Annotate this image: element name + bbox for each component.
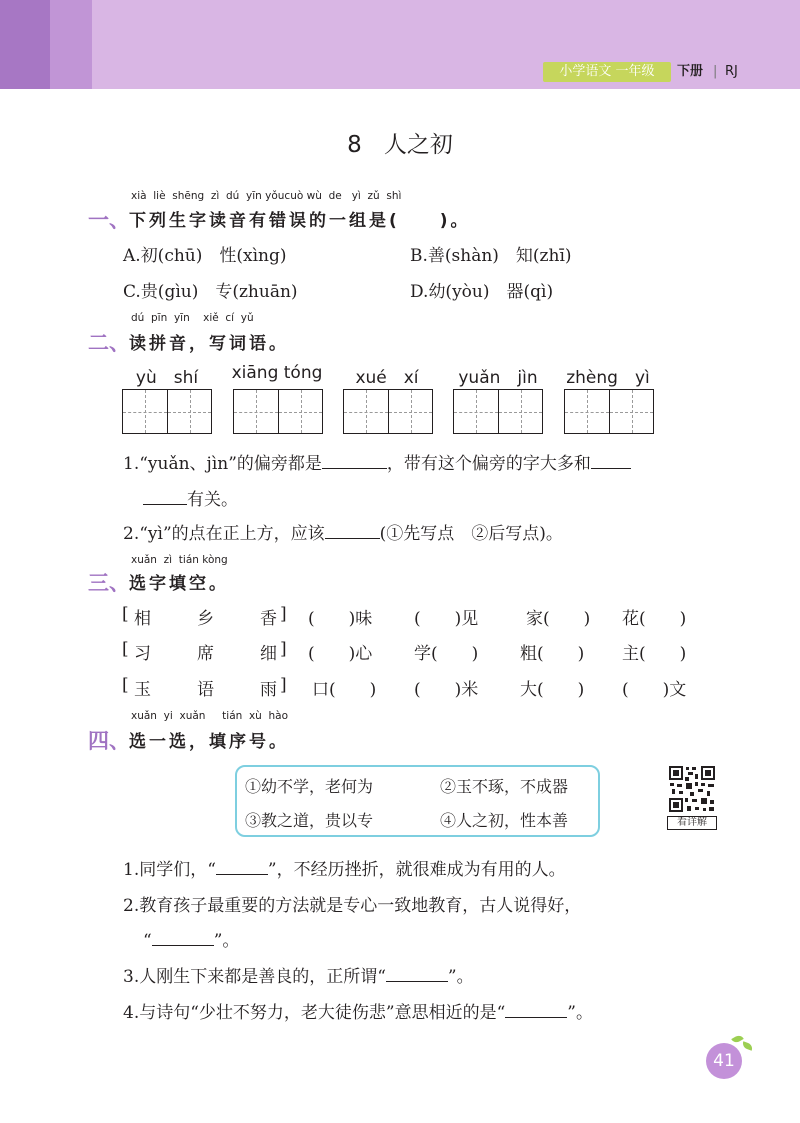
section3-number: 三、	[88, 571, 130, 595]
section4-q4: 4.与诗句“少壮不努力，老大徒伤悲”意思相近的是“ ”。	[123, 1003, 593, 1023]
option-b[interactable]: B.善(shàn) 知(zhī)	[410, 246, 572, 266]
idiom-option: ③教之道，贵以专	[245, 811, 374, 830]
writing-grid[interactable]	[122, 389, 212, 434]
answer-blank[interactable]	[216, 858, 268, 875]
answer-blank[interactable]	[322, 452, 387, 469]
section2-q1-cont: 有关。	[143, 485, 238, 510]
header-stripe	[0, 0, 50, 89]
writing-grid[interactable]	[453, 389, 543, 434]
option-a[interactable]: A.初(chū) 性(xìng)	[123, 246, 287, 266]
section4-number: 四、	[88, 729, 130, 753]
page-number: 41	[706, 1043, 742, 1079]
option-c[interactable]: C.贵(gìu) 专(zhuān)	[123, 282, 298, 302]
word-pinyin: xiāng tóng	[231, 363, 323, 383]
word-pinyin: yuǎn jìn	[458, 368, 538, 388]
option-d[interactable]: D.幼(yòu) 器(qì)	[410, 282, 554, 302]
section1-number: 一、	[88, 208, 130, 232]
writing-grid[interactable]	[233, 389, 323, 434]
idiom-option: ②玉不琢，不成器	[440, 777, 569, 796]
section4-pinyin: xuǎn yi xuǎn tián xù hào	[131, 710, 289, 722]
section2-pinyin: dú pīn yīn xiě cí yǔ	[131, 312, 254, 324]
volume-label: 下册	[677, 64, 704, 79]
page-title	[0, 126, 800, 159]
word-pinyin: yù shí	[135, 368, 199, 388]
header-stripe	[50, 0, 92, 89]
word-pinyin: xué xí	[355, 368, 419, 388]
section1-question: 下列生字读音有错误的一组是( )。	[129, 211, 471, 231]
view-solution-label[interactable]: 看详解	[667, 816, 717, 830]
section2-question: 读拼音，写词语。	[129, 334, 289, 354]
writing-grid[interactable]	[343, 389, 433, 434]
section2-q2: 2.“yì”的点在正上方，应该 (①先写点 ②后写点)。	[123, 524, 563, 544]
lesson-title: 人之初	[383, 132, 453, 158]
section1-pinyin: xià liè shēng zì dú yīn yǒucuò wù de yì zǔ shì	[131, 190, 402, 202]
section4-q2-cont: “ ”。	[143, 931, 240, 951]
subject-tag: 小学语文 一年级	[543, 62, 671, 82]
section4-question: 选一选，填序号。	[129, 732, 289, 752]
section2-q1: 1.“yuǎn、jìn”的偏旁都是 ，带有这个偏旁的字大多和	[123, 449, 631, 474]
edition-label: RJ	[725, 64, 738, 79]
answer-blank[interactable]	[143, 488, 187, 505]
section4-q1: 1.同学们，“ ”，不经历挫折，就很难成为有用的人。	[123, 860, 566, 880]
section4-q2: 2.教育孩子最重要的方法就是专心一致地教育，古人说得好，	[123, 896, 582, 916]
idiom-option: ④人之初，性本善	[440, 811, 569, 830]
lesson-number: 8	[347, 132, 362, 158]
qr-code-icon[interactable]	[668, 765, 716, 813]
section4-q3: 3.人刚生下来都是善良的，正所谓“ ”。	[123, 967, 474, 987]
word-pinyin: zhèng yì	[566, 368, 650, 388]
writing-grid[interactable]	[564, 389, 654, 434]
answer-blank[interactable]	[325, 522, 380, 539]
section2-number: 二、	[88, 331, 130, 355]
answer-blank[interactable]	[505, 1001, 567, 1018]
answer-blank[interactable]	[152, 929, 214, 946]
answer-blank[interactable]	[386, 965, 448, 982]
answer-blank[interactable]	[591, 452, 631, 469]
section3-pinyin: xuǎn zì tián kòng	[131, 554, 228, 566]
section3-question: 选字填空。	[129, 574, 229, 594]
header-separator: |	[713, 64, 718, 79]
idiom-option: ①幼不学，老何为	[245, 777, 374, 796]
leaf-decoration	[741, 1041, 753, 1050]
